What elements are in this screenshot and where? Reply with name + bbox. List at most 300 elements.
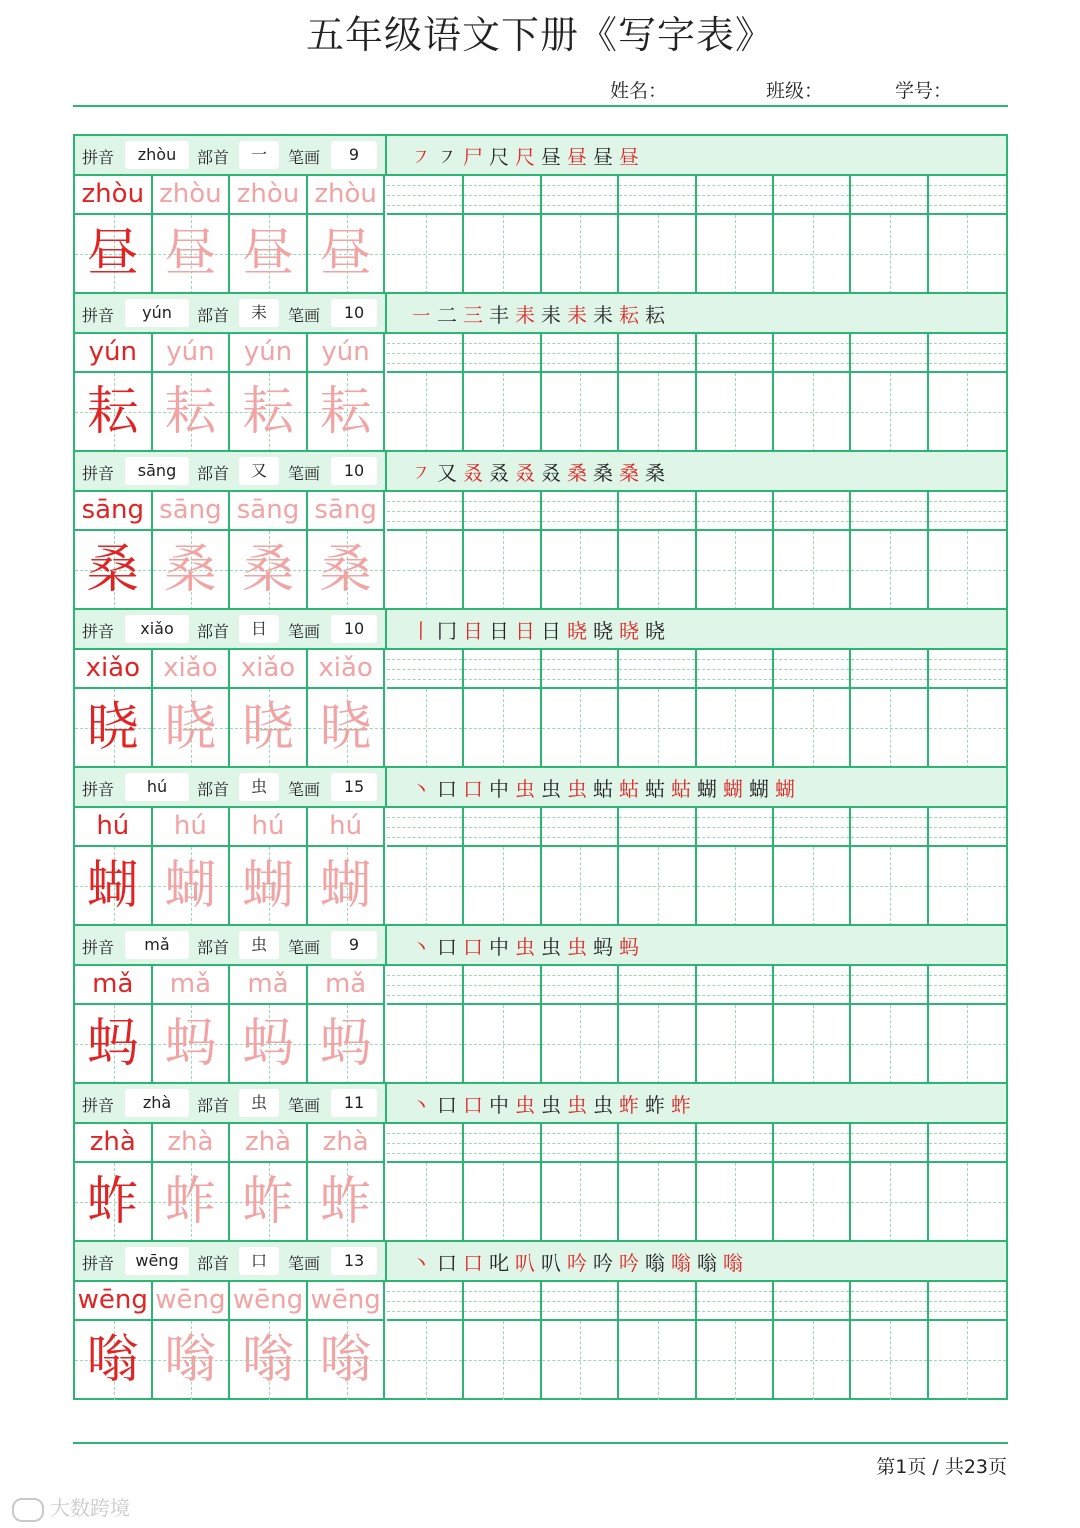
stroke-count-box: 10 xyxy=(331,615,377,643)
char-header xyxy=(75,926,1006,966)
guide-line xyxy=(464,886,539,887)
pinyin-text: yún xyxy=(243,337,293,367)
char-practice-cell[interactable] xyxy=(464,215,541,294)
char-practice-cell[interactable] xyxy=(851,1321,928,1400)
char-text: 蝴 xyxy=(86,856,139,916)
char-text: 晓 xyxy=(319,698,372,758)
guide-line xyxy=(658,373,659,452)
guide-line xyxy=(851,669,926,670)
char-practice-cell[interactable] xyxy=(619,373,696,452)
pinyin-practice-cell[interactable] xyxy=(774,966,851,1005)
pinyin-practice-cell[interactable] xyxy=(619,176,696,215)
char-practice-cell[interactable] xyxy=(851,373,928,452)
guide-line xyxy=(658,1321,659,1400)
pinyin-text: zhòu xyxy=(236,179,300,209)
char-practice-cell[interactable] xyxy=(619,689,696,768)
pinyin-practice-cell[interactable] xyxy=(387,1282,464,1321)
pinyin-practice-cell[interactable] xyxy=(697,1124,774,1163)
guide-line xyxy=(619,195,694,196)
char-practice-cell[interactable] xyxy=(542,847,619,926)
guide-line xyxy=(851,728,926,729)
stroke-step: 丶 xyxy=(411,1250,431,1275)
guide-line xyxy=(580,689,581,768)
char-practice-cell[interactable] xyxy=(697,1321,774,1400)
guide-line xyxy=(619,363,694,364)
char-practice-cell[interactable] xyxy=(774,1005,851,1084)
stroke-step: 丶 xyxy=(411,934,431,959)
char-practice-cell[interactable] xyxy=(851,847,928,926)
char-practice-cell[interactable] xyxy=(464,1005,541,1084)
char-practice-cell[interactable] xyxy=(542,215,619,294)
char-practice-cell[interactable] xyxy=(774,531,851,610)
char-practice-cell[interactable] xyxy=(929,1321,1006,1400)
pinyin-practice-cell[interactable] xyxy=(774,808,851,847)
guide-line xyxy=(774,501,849,502)
guide-line xyxy=(735,373,736,452)
char-text: 耘 xyxy=(241,382,294,442)
char-practice-cell[interactable] xyxy=(851,689,928,768)
char-practice-cell[interactable] xyxy=(851,531,928,610)
pinyin-practice-cell[interactable] xyxy=(542,966,619,1005)
char-practice-cell[interactable] xyxy=(929,689,1006,768)
char-practice-cell[interactable] xyxy=(542,1005,619,1084)
char-practice-cell[interactable] xyxy=(387,1321,464,1400)
char-practice-cell[interactable] xyxy=(929,531,1006,610)
pinyin-text: xiǎo xyxy=(163,653,218,683)
char-practice-cell[interactable] xyxy=(464,1163,541,1242)
guide-line xyxy=(464,995,539,996)
pinyin-practice-cell[interactable] xyxy=(464,492,541,531)
guide-line xyxy=(890,1163,891,1242)
guide-line xyxy=(813,215,814,294)
stroke-step: 丶 xyxy=(411,1092,431,1117)
guide-line xyxy=(929,817,1006,818)
guide-line xyxy=(387,827,462,828)
char-block xyxy=(75,1084,1006,1242)
pinyin-practice-cell[interactable] xyxy=(697,650,774,689)
char-practice-cell[interactable] xyxy=(619,1163,696,1242)
pinyin-practice-cell[interactable] xyxy=(619,808,696,847)
char-text: 桑 xyxy=(241,540,294,600)
char-practice-cell[interactable] xyxy=(697,531,774,610)
guide-line xyxy=(697,1143,772,1144)
char-trace xyxy=(230,373,308,452)
guide-line xyxy=(774,343,849,344)
guide-line xyxy=(967,373,968,452)
guide-line xyxy=(851,501,926,502)
stroke-step: 丨 xyxy=(411,618,431,643)
pinyin-practice-cell[interactable] xyxy=(774,1124,851,1163)
guide-line xyxy=(851,570,926,571)
char-practice-cell[interactable] xyxy=(697,1005,774,1084)
char-practice-cell[interactable] xyxy=(851,215,928,294)
pinyin-practice-cell[interactable] xyxy=(697,808,774,847)
pinyin-text: mǎ xyxy=(324,969,367,999)
char-practice-cell[interactable] xyxy=(697,847,774,926)
header-divider xyxy=(385,610,387,648)
char-practice-cell[interactable] xyxy=(697,215,774,294)
stroke-order xyxy=(411,138,645,172)
guide-line xyxy=(851,363,926,364)
guide-line xyxy=(503,1163,504,1242)
pinyin-practice-cell[interactable] xyxy=(542,1124,619,1163)
pinyin-practice-cell[interactable] xyxy=(851,1124,928,1163)
pinyin-practice-cell[interactable] xyxy=(464,176,541,215)
char-text: 蚂 xyxy=(86,1014,139,1074)
pinyin-label: 拼音 xyxy=(82,938,115,957)
char-practice-cell[interactable] xyxy=(774,373,851,452)
pinyin-practice-cell[interactable] xyxy=(387,808,464,847)
pinyin-practice-cell[interactable] xyxy=(851,808,928,847)
pinyin-trace xyxy=(153,1282,231,1321)
stroke-step: 耒 xyxy=(593,302,613,327)
page-title: 五年级语文下册《写字表》 xyxy=(305,13,774,57)
guide-line xyxy=(697,412,772,413)
char-practice-cell[interactable] xyxy=(542,689,619,768)
guide-line xyxy=(774,363,849,364)
stroke-step: 中 xyxy=(489,776,509,801)
pinyin-trace xyxy=(308,1124,386,1163)
pinyin-practice-cell[interactable] xyxy=(697,1282,774,1321)
char-practice-cell[interactable] xyxy=(464,1321,541,1400)
pinyin-trace xyxy=(153,1124,231,1163)
guide-line xyxy=(464,728,539,729)
pinyin-practice-cell[interactable] xyxy=(464,650,541,689)
pinyin-practice-cell[interactable] xyxy=(929,334,1006,373)
pinyin-practice-cell[interactable] xyxy=(929,1124,1006,1163)
guide-line xyxy=(658,689,659,768)
stroke-step: 吟 xyxy=(593,1250,613,1275)
char-practice-cell[interactable] xyxy=(774,847,851,926)
char-practice-cell[interactable] xyxy=(387,689,464,768)
pinyin-practice-cell[interactable] xyxy=(619,492,696,531)
guide-line xyxy=(851,837,926,838)
guide-line xyxy=(851,659,926,660)
guide-line xyxy=(851,521,926,522)
pinyin-model xyxy=(75,334,153,373)
guide-line xyxy=(542,728,617,729)
char-practice-cell[interactable] xyxy=(851,1163,928,1242)
guide-line xyxy=(697,995,772,996)
radical-label: 部首 xyxy=(197,148,230,167)
char-practice-cell[interactable] xyxy=(774,215,851,294)
char-practice-cell[interactable] xyxy=(774,1163,851,1242)
char-practice-cell[interactable] xyxy=(542,1163,619,1242)
stroke-step: 中 xyxy=(489,934,509,959)
char-trace xyxy=(153,215,231,294)
pinyin-practice-cell[interactable] xyxy=(619,966,696,1005)
char-practice-cell[interactable] xyxy=(697,373,774,452)
char-trace xyxy=(230,215,308,294)
guide-line xyxy=(619,254,694,255)
stroke-step: 叭 xyxy=(515,1250,535,1275)
char-practice-cell[interactable] xyxy=(464,531,541,610)
guide-line xyxy=(580,1005,581,1084)
pinyin-practice-cell[interactable] xyxy=(929,966,1006,1005)
guide-line xyxy=(426,373,427,452)
pinyin-label: 拼音 xyxy=(82,780,115,799)
guide-line xyxy=(774,1360,849,1361)
pinyin-practice-cell[interactable] xyxy=(619,1282,696,1321)
guide-line xyxy=(658,847,659,926)
guide-line xyxy=(890,689,891,768)
stroke-step: 虫 xyxy=(515,934,535,959)
char-block xyxy=(75,452,1006,610)
pinyin-box: zhòu xyxy=(125,141,189,169)
char-trace xyxy=(153,1005,231,1084)
char-model xyxy=(75,847,153,926)
pinyin-practice-cell[interactable] xyxy=(851,176,928,215)
pinyin-practice-cell[interactable] xyxy=(387,176,464,215)
pinyin-text: hú xyxy=(329,811,363,841)
char-practice-cell[interactable] xyxy=(929,847,1006,926)
char-practice-cell[interactable] xyxy=(619,1321,696,1400)
stroke-step: 昼 xyxy=(619,144,639,169)
char-practice-cell[interactable] xyxy=(929,1005,1006,1084)
pinyin-practice-cell[interactable] xyxy=(929,808,1006,847)
char-practice-cell[interactable] xyxy=(697,689,774,768)
char-practice-cell[interactable] xyxy=(542,373,619,452)
pinyin-practice-cell[interactable] xyxy=(542,1282,619,1321)
char-model xyxy=(75,1163,153,1242)
stroke-step: 口 xyxy=(437,1092,457,1117)
pinyin-practice-cell[interactable] xyxy=(851,1282,928,1321)
guide-line xyxy=(542,412,617,413)
pinyin-practice-cell[interactable] xyxy=(774,650,851,689)
radical-box: 虫 xyxy=(239,773,279,801)
char-practice-cell[interactable] xyxy=(774,689,851,768)
pinyin-trace xyxy=(230,334,308,373)
pinyin-text: zhà xyxy=(89,1127,136,1157)
char-text: 蚂 xyxy=(164,1014,217,1074)
stroke-step: 蛄 xyxy=(619,776,639,801)
guide-line xyxy=(542,679,617,680)
pinyin-practice-cell[interactable] xyxy=(697,176,774,215)
guide-line xyxy=(619,570,694,571)
stroke-step: 叒 xyxy=(489,460,509,485)
char-practice-cell[interactable] xyxy=(929,1163,1006,1242)
char-practice-cell[interactable] xyxy=(697,1163,774,1242)
guide-line xyxy=(619,886,694,887)
char-practice-cell[interactable] xyxy=(387,373,464,452)
guide-line xyxy=(387,254,462,255)
char-practice-cell[interactable] xyxy=(542,1321,619,1400)
guide-line xyxy=(774,570,849,571)
char-practice-cell[interactable] xyxy=(387,531,464,610)
strokes-label: 笔画 xyxy=(288,306,321,325)
pinyin-practice-cell[interactable] xyxy=(774,1282,851,1321)
pinyin-practice-cell[interactable] xyxy=(542,650,619,689)
pinyin-practice-cell[interactable] xyxy=(851,334,928,373)
guide-line xyxy=(542,1202,617,1203)
strokes-label: 笔画 xyxy=(288,938,321,957)
pinyin-practice-cell[interactable] xyxy=(929,176,1006,215)
pinyin-practice-cell[interactable] xyxy=(774,176,851,215)
pinyin-practice-cell[interactable] xyxy=(464,1282,541,1321)
guide-line xyxy=(774,254,849,255)
guide-line xyxy=(619,659,694,660)
stroke-count-box: 9 xyxy=(331,141,377,169)
stroke-count-box: 10 xyxy=(331,299,377,327)
guide-line xyxy=(851,1202,926,1203)
pinyin-practice-cell[interactable] xyxy=(464,966,541,1005)
stroke-step: ㇇ xyxy=(437,144,457,169)
guide-line xyxy=(774,1301,849,1302)
strokes-label: 笔画 xyxy=(288,1096,321,1115)
pinyin-practice-cell[interactable] xyxy=(929,1282,1006,1321)
pinyin-practice-cell[interactable] xyxy=(542,334,619,373)
pinyin-practice-cell[interactable] xyxy=(619,1124,696,1163)
guide-line xyxy=(387,501,462,502)
pinyin-practice-cell[interactable] xyxy=(851,492,928,531)
guide-line xyxy=(542,363,617,364)
stroke-step: 嗡 xyxy=(723,1250,743,1275)
pinyin-practice-cell[interactable] xyxy=(542,808,619,847)
guide-line xyxy=(426,1321,427,1400)
stroke-step: 昼 xyxy=(593,144,613,169)
guide-line xyxy=(697,521,772,522)
char-practice-cell[interactable] xyxy=(464,689,541,768)
pinyin-practice-cell[interactable] xyxy=(774,334,851,373)
stroke-step: 蝴 xyxy=(697,776,717,801)
guide-line xyxy=(735,1005,736,1084)
guide-line xyxy=(929,363,1006,364)
char-practice-cell[interactable] xyxy=(387,215,464,294)
pinyin-practice-cell[interactable] xyxy=(697,966,774,1005)
guide-line xyxy=(967,1005,968,1084)
guide-line xyxy=(387,1311,462,1312)
guide-line xyxy=(619,1153,694,1154)
pinyin-text: zhà xyxy=(244,1127,292,1157)
char-practice-cell[interactable] xyxy=(464,373,541,452)
pinyin-text: wēng xyxy=(310,1285,381,1315)
guide-line xyxy=(619,1202,694,1203)
char-practice-cell[interactable] xyxy=(774,1321,851,1400)
char-practice-cell[interactable] xyxy=(929,215,1006,294)
bottom-rule xyxy=(73,1442,1008,1444)
stroke-step: 尺 xyxy=(489,144,509,169)
pinyin-practice-cell[interactable] xyxy=(697,334,774,373)
guide-line xyxy=(851,1360,926,1361)
guide-line xyxy=(542,1143,617,1144)
pinyin-practice-cell[interactable] xyxy=(542,492,619,531)
guide-line xyxy=(426,1005,427,1084)
stroke-step: 昼 xyxy=(567,144,587,169)
pinyin-practice-cell[interactable] xyxy=(387,1124,464,1163)
stroke-step: 二 xyxy=(437,302,457,327)
char-practice-cell[interactable] xyxy=(619,215,696,294)
guide-line xyxy=(542,1291,617,1292)
stroke-step: 桑 xyxy=(593,460,613,485)
pinyin-label: 拼音 xyxy=(82,148,115,167)
pinyin-box: zhà xyxy=(125,1089,189,1117)
writing-sheet xyxy=(73,134,1008,1400)
pinyin-practice-cell[interactable] xyxy=(774,492,851,531)
pinyin-practice-cell[interactable] xyxy=(851,966,928,1005)
char-practice-cell[interactable] xyxy=(387,847,464,926)
pinyin-practice-cell[interactable] xyxy=(619,650,696,689)
guide-line xyxy=(774,1143,849,1144)
pinyin-practice-cell[interactable] xyxy=(619,334,696,373)
guide-line xyxy=(890,373,891,452)
pinyin-label: 拼音 xyxy=(82,464,115,483)
char-text: 晓 xyxy=(241,698,294,758)
guide-line xyxy=(464,254,539,255)
guide-line xyxy=(851,185,926,186)
radical-label: 部首 xyxy=(197,464,230,483)
pinyin-practice-cell[interactable] xyxy=(464,808,541,847)
guide-line xyxy=(387,195,462,196)
guide-line xyxy=(619,728,694,729)
pinyin-practice-cell[interactable] xyxy=(929,492,1006,531)
char-text: 嗡 xyxy=(86,1330,139,1390)
guide-line xyxy=(542,827,617,828)
stroke-step: 嗡 xyxy=(697,1250,717,1275)
char-practice-cell[interactable] xyxy=(387,1163,464,1242)
pinyin-trace xyxy=(153,492,231,531)
stroke-step: 虫 xyxy=(567,776,587,801)
char-practice-cell[interactable] xyxy=(619,1005,696,1084)
guide-line xyxy=(387,353,462,354)
pinyin-practice-cell[interactable] xyxy=(851,650,928,689)
char-text: 蚱 xyxy=(86,1172,139,1232)
stroke-step: 蚱 xyxy=(645,1092,665,1117)
guide-line xyxy=(542,205,617,206)
char-block xyxy=(75,926,1006,1084)
stroke-step: 叱 xyxy=(489,1250,509,1275)
pinyin-trace xyxy=(308,808,386,847)
stroke-step: 耒 xyxy=(515,302,535,327)
pinyin-text: hú xyxy=(173,811,207,841)
pinyin-practice-cell[interactable] xyxy=(387,492,464,531)
guide-line xyxy=(464,975,539,976)
guide-line xyxy=(464,679,539,680)
guide-line xyxy=(851,1153,926,1154)
stroke-step: 晓 xyxy=(619,618,639,643)
pinyin-practice-cell[interactable] xyxy=(387,334,464,373)
char-practice-cell[interactable] xyxy=(619,531,696,610)
char-practice-cell[interactable] xyxy=(851,1005,928,1084)
pinyin-practice-cell[interactable] xyxy=(929,650,1006,689)
pinyin-practice-cell[interactable] xyxy=(387,650,464,689)
pinyin-practice-cell[interactable] xyxy=(697,492,774,531)
char-practice-cell[interactable] xyxy=(929,373,1006,452)
guide-line xyxy=(542,985,617,986)
char-text: 昼 xyxy=(241,224,294,284)
guide-line xyxy=(464,343,539,344)
char-practice-cell[interactable] xyxy=(464,847,541,926)
guide-line xyxy=(542,975,617,976)
guide-line xyxy=(464,659,539,660)
guide-line xyxy=(464,521,539,522)
char-trace xyxy=(230,1163,308,1242)
pinyin-practice-cell[interactable] xyxy=(464,1124,541,1163)
pinyin-practice-cell[interactable] xyxy=(387,966,464,1005)
pinyin-practice-cell[interactable] xyxy=(464,334,541,373)
guide-line xyxy=(697,205,772,206)
char-practice-cell[interactable] xyxy=(542,531,619,610)
char-text: 嗡 xyxy=(241,1330,294,1390)
guide-line xyxy=(697,363,772,364)
watermark xyxy=(12,1492,130,1522)
guide-line xyxy=(464,501,539,502)
strokes-label: 笔画 xyxy=(288,622,321,641)
char-text: 蝴 xyxy=(319,856,372,916)
char-practice-cell[interactable] xyxy=(619,847,696,926)
pinyin-practice-cell[interactable] xyxy=(542,176,619,215)
char-practice-cell[interactable] xyxy=(387,1005,464,1084)
char-text: 昼 xyxy=(86,224,139,284)
